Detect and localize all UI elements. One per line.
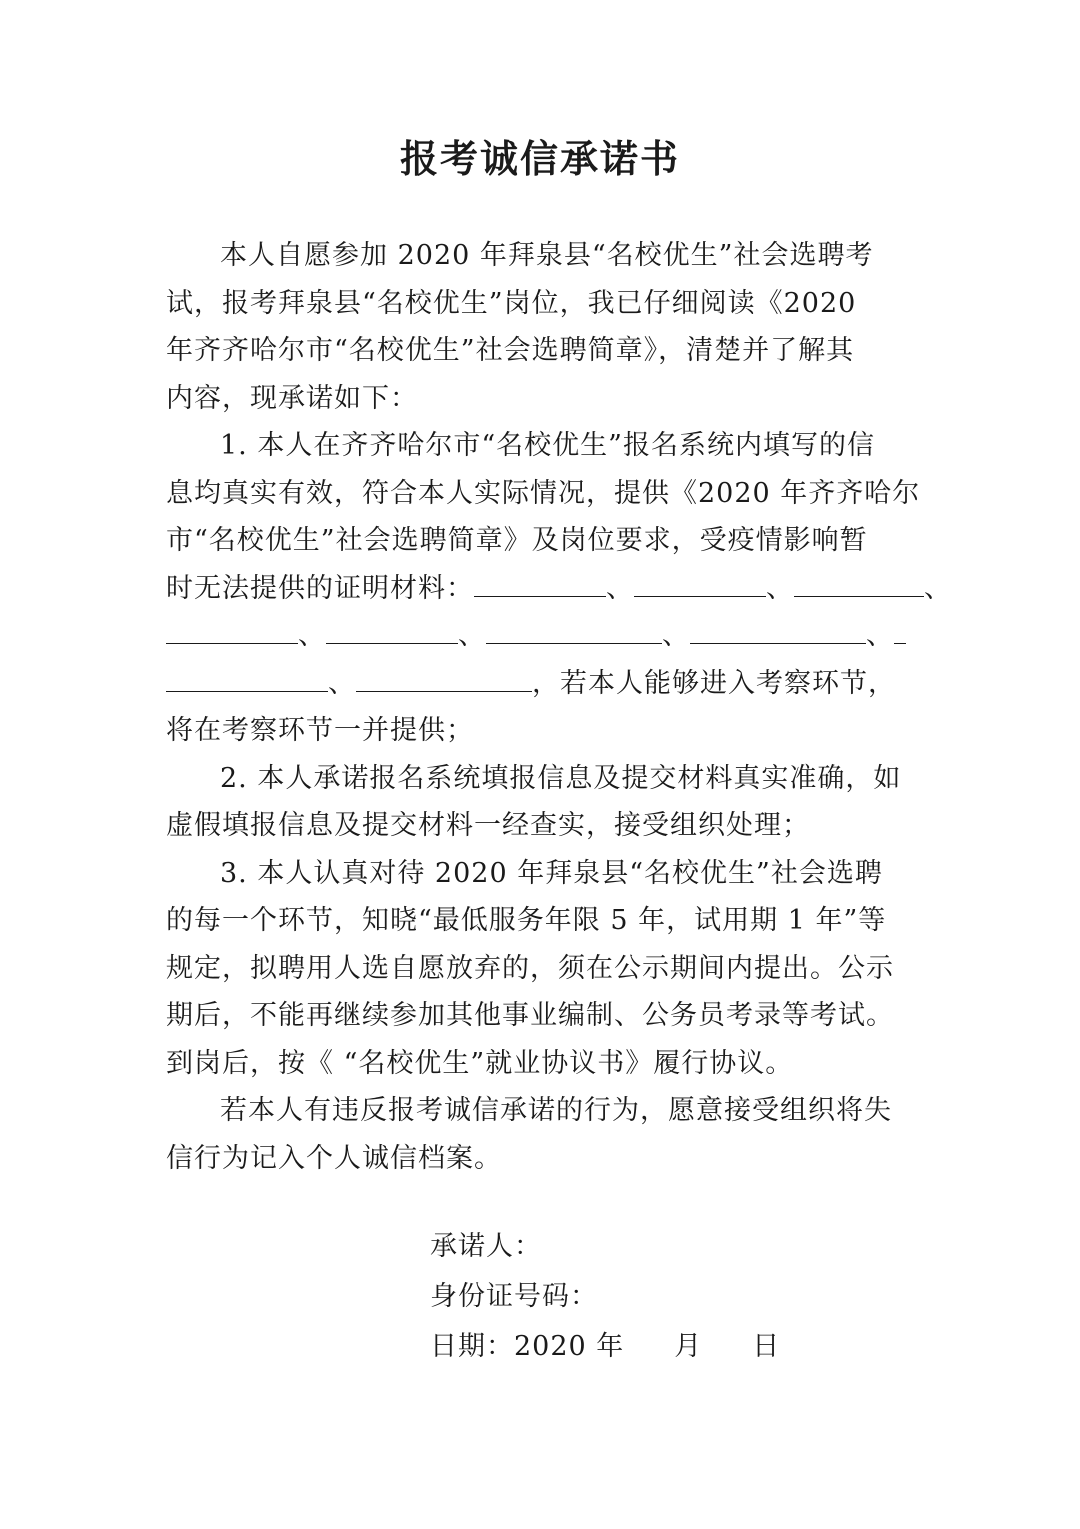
material-blank-1[interactable]	[474, 566, 606, 597]
date-label: 日期：	[430, 1331, 514, 1362]
separator: 、	[766, 572, 794, 604]
item1-line-3: 市“名校优生”社会选聘简章》及岗位要求，受疫情影响暂	[166, 525, 868, 556]
separator: 、	[298, 620, 326, 651]
intro-line-3: 年齐齐哈尔市“名校优生”社会选聘简章》，清楚并了解其	[166, 335, 855, 366]
date-year: 2020 年	[514, 1331, 625, 1362]
item1-last-line: 将在考察环节一并提供；	[166, 715, 474, 746]
signature-block	[430, 1222, 780, 1372]
item1-line-1: 1. 本人在齐齐哈尔市“名校优生”报名系统内填写的信	[220, 430, 875, 461]
item2-line-1: 2. 本人承诺报名系统填报信息及提交材料真实准确，如	[220, 762, 902, 794]
item3-line-4: 期后，不能再继续参加其他事业编制、公务员考录等考试。	[166, 1000, 894, 1031]
item3-line-3: 规定，拟聘用人选自愿放弃的，须在公示期间内提出。公示	[166, 952, 894, 984]
item1-line-2: 息均真实有效，符合本人实际情况，提供《2020 年齐齐哈尔	[166, 477, 921, 509]
item2-line-2: 虚假填报信息及提交材料一经查实，接受组织处理；	[166, 810, 810, 841]
item3-line-2: 的每一个环节，知晓“最低服务年限 5 年，试用期 1 年”等	[166, 905, 887, 936]
material-blank-5[interactable]	[326, 613, 458, 644]
separator: 、	[458, 620, 486, 651]
closing-line-1: 若本人有违反报考诚信承诺的行为，愿意接受组织将失	[220, 1095, 892, 1126]
intro-line-1: 本人自愿参加 2020 年拜泉县“名校优生”社会选聘考	[220, 240, 874, 271]
closing-line-2: 信行为记入个人诚信档案。	[166, 1142, 502, 1174]
materials-prefix: 时无法提供的证明材料：	[166, 572, 474, 604]
material-blank-4[interactable]	[166, 613, 298, 644]
id-number-label: 身份证号码：	[430, 1281, 598, 1312]
date-month: 月	[674, 1331, 703, 1362]
material-blank-7[interactable]	[690, 613, 866, 644]
separator: 、	[924, 572, 952, 604]
material-blank-6[interactable]	[486, 613, 662, 644]
material-blank-9[interactable]	[356, 661, 532, 692]
material-blank-8-start[interactable]	[894, 613, 906, 644]
promisor-label: 承诺人：	[430, 1231, 542, 1262]
material-blank-3[interactable]	[794, 566, 924, 597]
document-body	[166, 232, 952, 1182]
item1-tail: ，若本人能够进入考察环节，	[532, 667, 896, 699]
item1-materials-line-3	[166, 660, 918, 708]
item1-materials-line-2	[166, 612, 918, 660]
material-blank-8[interactable]	[166, 661, 328, 692]
material-blank-2[interactable]	[634, 566, 766, 597]
date-day: 日	[752, 1331, 781, 1362]
intro-line-4: 内容，现承诺如下：	[166, 382, 418, 414]
intro-line-2: 试，报考拜泉县“名校优生”岗位，我已仔细阅读《2020	[166, 287, 857, 319]
separator: 、	[328, 667, 356, 699]
separator: 、	[606, 572, 634, 604]
separator: 、	[866, 620, 894, 651]
document-title: 报考诚信承诺书	[399, 136, 680, 181]
item3-line-1: 3. 本人认真对待 2020 年拜泉县“名校优生”社会选聘	[220, 857, 883, 889]
date-line	[430, 1322, 780, 1372]
item3-line-5: 到岗后，按《 “名校优生”就业协议书》履行协议。	[166, 1047, 794, 1079]
item1-materials-line-1	[166, 565, 952, 613]
separator: 、	[662, 620, 690, 651]
